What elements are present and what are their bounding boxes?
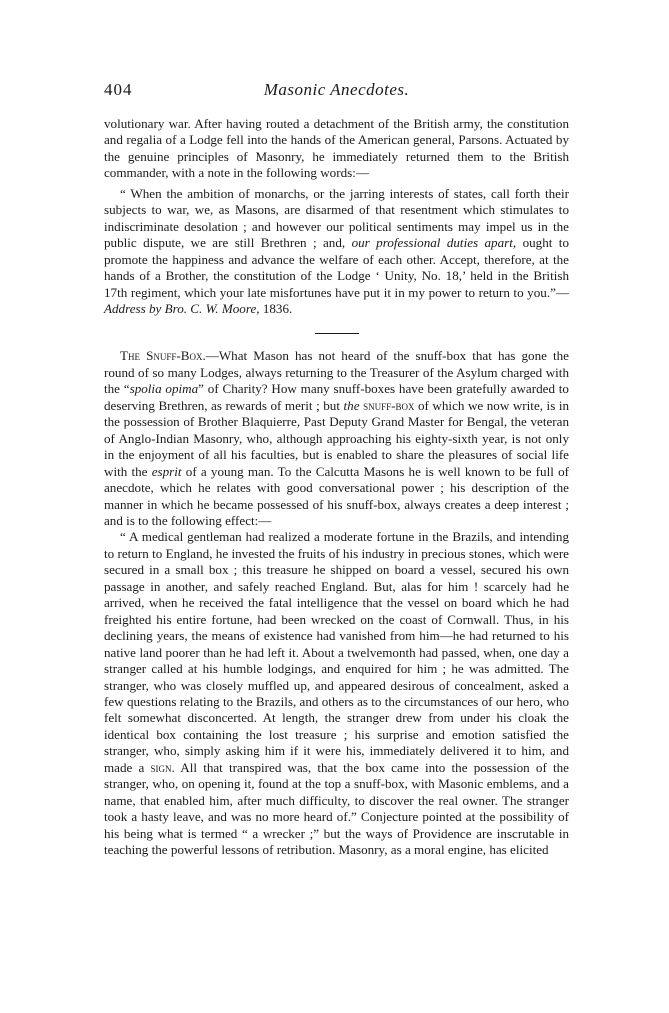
story-text-a: “ A medical gentleman had realized a moderate fortune in the Brazils, and intending to return to England, he invested the fruits of his industry in precious stones, which were secured in a small box ; this treasure he shipped on board a vessel, secured his own passage in another, and safely reached England. But, alas for him ! scarcely had he arrived, when he received the fatal intelligence that the vessel on board which he had freighted his entire fortune, had been wrecked on the coast of Cornwall. Thus, in his declining years, the means of existence had vanished from him—he had returned to his native land poorer than he had left it. About a twelvemonth had passed, when, one day a stranger called at his humble lodgings, and enquired for him ; he was admitted. The stranger, who was closely muffled up, and appeared desirous of concealment, asked a few questions relating to the Brazils, and others as to the circumstances of our hero, who felt somewhat disconcerted. At length, the stranger drew from under his cloak the identical box containing the lost treasure ; his surprise and emotion satisfied the stranger, who, simply asking him if it were his, immediately delivered it to him, and made a bbox=[104, 529, 569, 775]
snuff-box-text-a: —What Mason has not heard of the snuff-box that has gone the round of so many Lodges, always returning to the Treasurer of the Asylum charged with the “ bbox=[104, 348, 569, 397]
paragraph-snuff-box bbox=[104, 348, 569, 529]
snuff-box-italic-esprit: esprit bbox=[151, 463, 182, 479]
book-page bbox=[104, 80, 569, 858]
snuff-box-italic-the: the bbox=[343, 397, 360, 413]
running-title: Masonic Anecdotes. bbox=[263, 80, 410, 99]
quote-attribution: Address by Bro. C. W. Moore, bbox=[104, 300, 260, 316]
quote-text-part1: “ When the ambition of monarchs, or the jarring interests of states, call forth their subjects to war, we, as Masons, are disarmed of that resentment which stimulates to indiscriminate desolation ; and however our political sentiments may impel us in the public dispute, we are still Brethren ; and, bbox=[104, 185, 569, 251]
snuff-box-text-c: of which we now write, is in the possession of Brother Blaquierre, Past Deputy Grand Master for Bengal, the veteran of Anglo-Indian Masonry, who, although approaching his eighty-sixth year, is not only in the enjoyment of all his faculties, but is enabled to share the pleasures of social life with the bbox=[104, 397, 570, 479]
snuff-box-text-b: ” of Charity? How many snuff-boxes have been gratefully awarded to deserving Brethren, as rewards of merit ; but bbox=[104, 381, 569, 413]
snuff-box-small-caps: snuff-box bbox=[359, 397, 415, 413]
quote-italic-phrase: our professional duties apart, bbox=[351, 235, 517, 251]
page-header bbox=[104, 80, 569, 112]
quoted-note bbox=[104, 186, 569, 318]
snuff-box-italic-spolia: spolia opima bbox=[129, 381, 199, 397]
page-number: 404 bbox=[104, 80, 133, 99]
story-sign-small-caps: sign bbox=[150, 759, 172, 775]
paragraph-parsons: volutionary war. After having routed a detachment of the British army, the constitution and regalia of a Lodge fell into the hands of the American general, Parsons. Actuated by the genuine principles of Masonry, he immediately returned them to the British commander, with a note in the following words:— bbox=[104, 116, 569, 181]
story-text-b: . All that transpired was, that the box came into the possession of the stranger, who, on opening it, found at the top a snuff-box, with Masonic emblems, and a name, that enabled him, after much difficulty, to discover the real owner. The stranger took a hasty leave, and was no more heard of.” Conjecture pointed at the possibility of his being what is termed “ a wrecker ;” but the ways of Providence are inscrutable in teaching the powerful lessons of retribution. Masonry, as a moral engine, has elicited bbox=[104, 759, 569, 858]
section-divider bbox=[315, 333, 359, 334]
paragraph-medical-gentleman bbox=[104, 529, 569, 858]
quote-text-part2: ought to promote the happiness and advance the welfare of each other. Accept, therefore, at the hands of a Brother, the constitution of the Lodge ‘ Unity, No. 18,’ held in the British 17th regiment, which your late misfortunes have put it in my power to return to you.”— bbox=[104, 235, 569, 300]
quote-year: 1836. bbox=[259, 300, 293, 316]
snuff-box-text-d: of a young man. To the Calcutta Masons he is well known to be full of anecdote, which he relates with good conversational power ; his description of the manner in which he became possessed of his snuff-box, always creates a deep interest ; and is to the following effect:— bbox=[104, 463, 569, 528]
section-heading: The Snuff-Box. bbox=[120, 348, 206, 364]
